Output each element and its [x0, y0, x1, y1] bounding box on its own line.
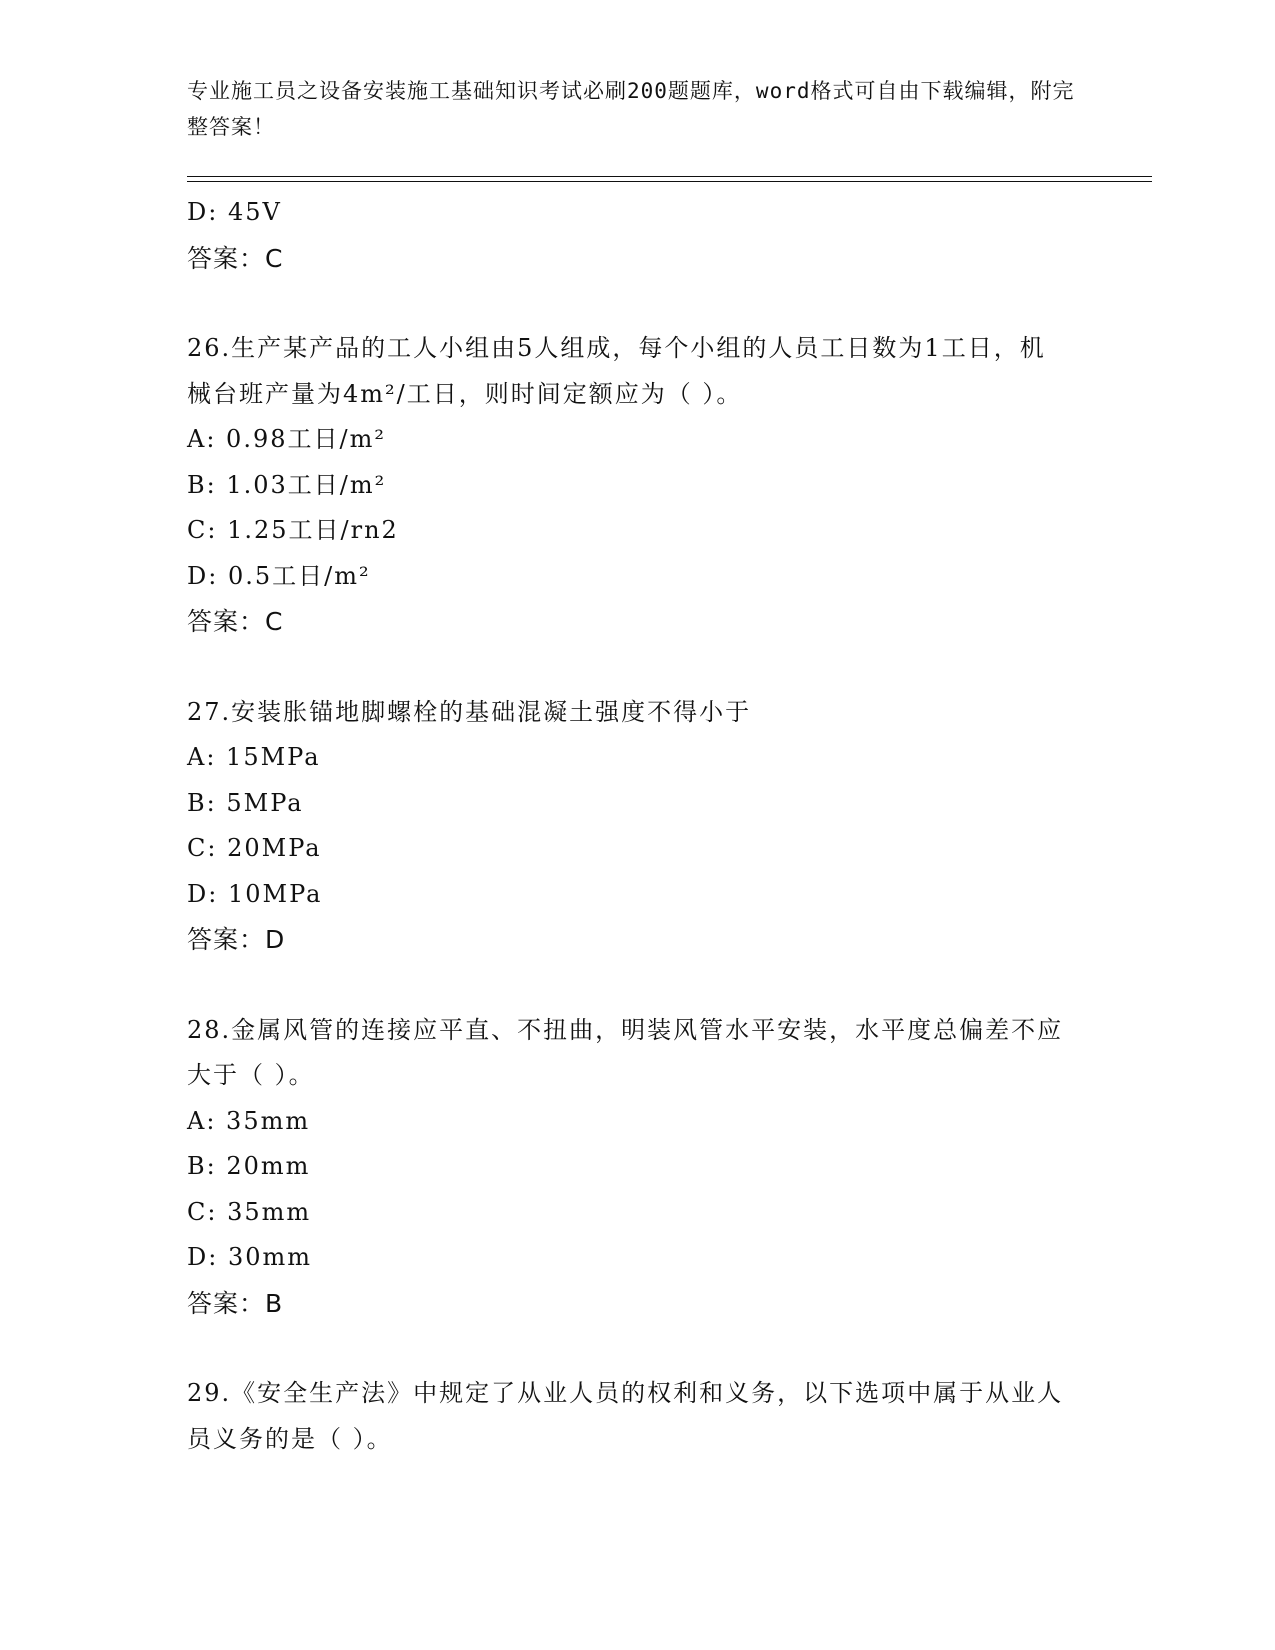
question-29	[187, 1371, 1067, 1462]
option-a: A: 0.98工日/m²	[187, 425, 386, 453]
question-stem: 26.生产某产品的工人小组由5人组成，每个小组的人员工日数为1工日，机械台班产量为4m²/工日，则时间定额应为（ ）。	[187, 334, 1046, 408]
option-b: B: 5MPa	[187, 788, 304, 817]
question-28	[187, 1008, 1067, 1327]
answer-line: 答案：C	[187, 607, 284, 636]
option-c: C: 35mm	[187, 1197, 312, 1226]
question-content	[187, 190, 1067, 1462]
question-stem: 28.金属风管的连接应平直、不扭曲，明装风管水平安装，水平度总偏差不应大于（ ）。	[187, 1015, 1064, 1089]
option-d: D: 10MPa	[187, 879, 323, 908]
option-c: C: 1.25工日/rn2	[187, 516, 399, 544]
option-d: D: 45V	[187, 198, 282, 226]
question-27	[187, 690, 1067, 963]
answer-line: 答案：C	[187, 243, 284, 273]
option-a: A: 15MPa	[187, 743, 321, 771]
question-stem: 27.安装胀锚地脚螺栓的基础混凝土强度不得小于	[187, 697, 752, 726]
option-d: D: 0.5工日/m²	[187, 561, 371, 590]
previous-question-tail	[187, 190, 1067, 281]
option-b: B: 1.03工日/m²	[187, 470, 387, 499]
question-stem: 29.《安全生产法》中规定了从业人员的权利和义务，以下选项中属于从业人员义务的是（ ）。	[187, 1379, 1064, 1453]
answer-line: 答案：B	[187, 1288, 284, 1318]
header-divider-top	[187, 176, 1152, 177]
header-divider-bottom	[187, 181, 1152, 182]
answer-line: 答案：D	[187, 925, 286, 954]
option-b: B: 20mm	[187, 1152, 311, 1180]
option-d: D: 30mm	[187, 1243, 313, 1271]
question-26	[187, 326, 1067, 645]
document-header: 专业施工员之设备安装施工基础知识考试必刷200题题库，word格式可自由下载编辑，附完整答案！	[187, 79, 1075, 139]
option-a: A: 35mm	[187, 1106, 311, 1135]
option-c: C: 20MPa	[187, 834, 322, 862]
